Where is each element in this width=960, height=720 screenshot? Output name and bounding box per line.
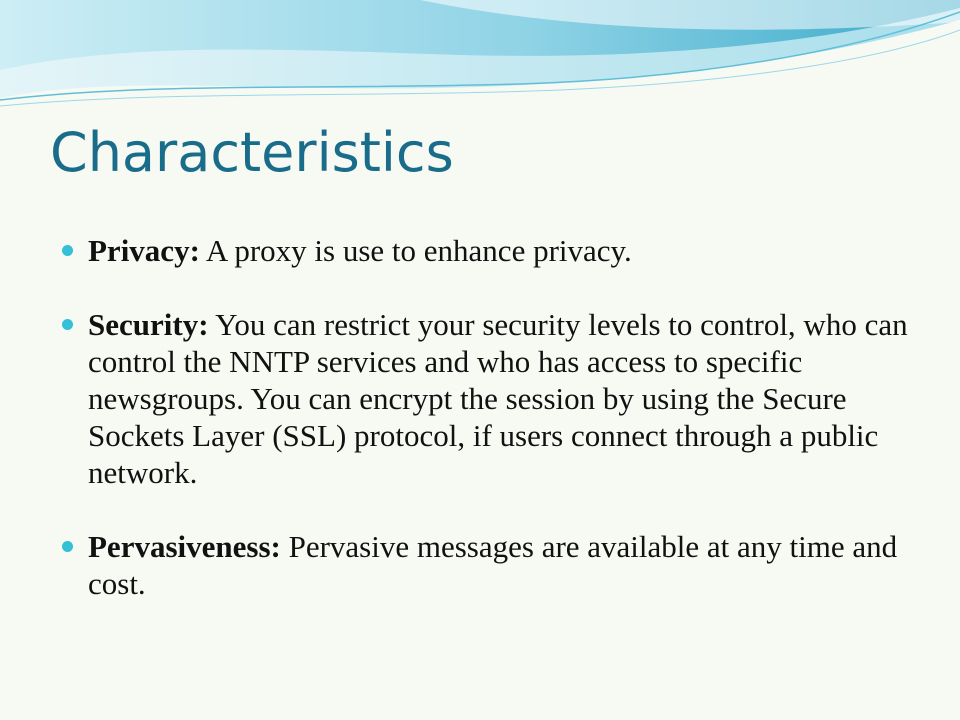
bullet-term: Security: — [88, 307, 209, 342]
header-wave-decoration — [0, 0, 960, 120]
slide-title: Characteristics — [50, 121, 454, 184]
bullet-term: Privacy: — [88, 233, 200, 268]
bullet-privacy — [62, 232, 912, 269]
bullet-list — [62, 232, 912, 639]
bullet-dot-icon — [62, 245, 73, 256]
bullet-pervasiveness — [62, 528, 912, 602]
bullet-dot-icon — [62, 541, 73, 552]
bullet-term: Pervasiveness: — [88, 529, 281, 564]
bullet-text: Pervasive messages are available at any time and cost. — [88, 529, 898, 601]
bullet-security — [62, 306, 912, 491]
bullet-dot-icon — [62, 319, 73, 330]
bullet-text: A proxy is use to enhance privacy. — [199, 233, 632, 268]
bullet-text: You can restrict your security levels to control, who can control the NNTP services and who has access to specific newsgroups. You can encrypt the session by using the Secure Sockets Layer (SSL) protocol, if users connect through a public network. — [88, 307, 908, 490]
